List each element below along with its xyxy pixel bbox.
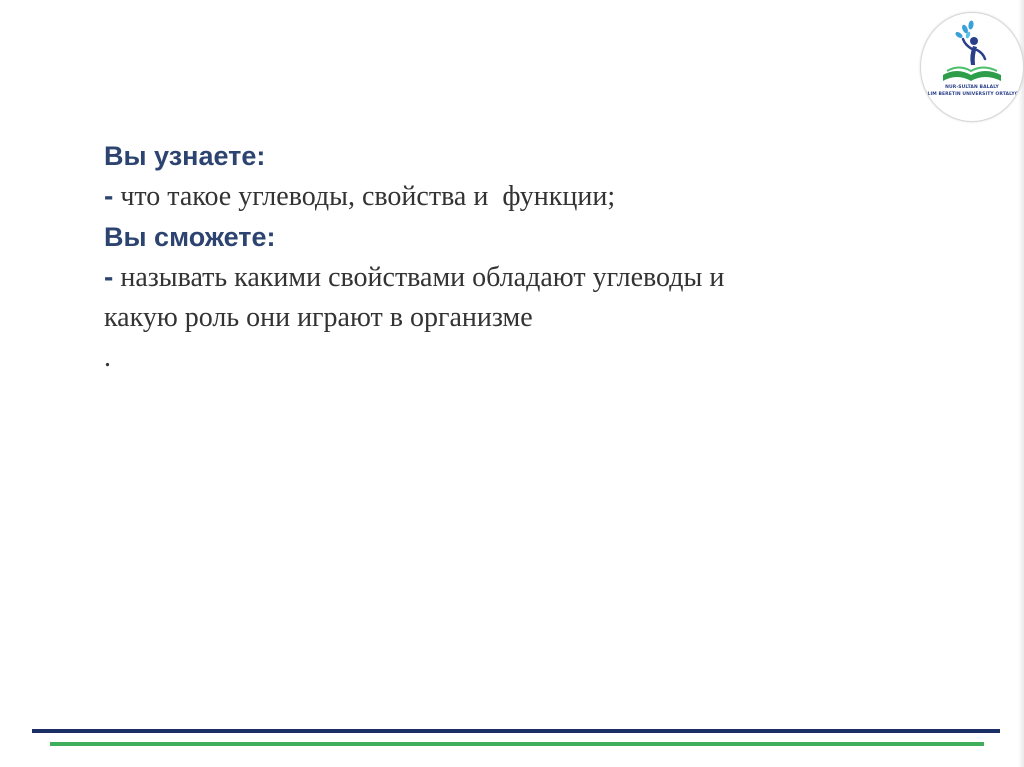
trailing-dot: . [104, 342, 111, 373]
slide-edge-shadow [1018, 0, 1024, 767]
able-item-line1 [104, 257, 904, 298]
able-item-text: называть какими свойствами обладают углеводы и [113, 262, 725, 293]
heading-you-will-learn: Вы узнаете: [104, 141, 266, 171]
organization-logo [920, 12, 1024, 122]
able-item-line2: какую роль они играют в организме [104, 302, 533, 333]
heading-you-will-be-able: Вы сможете: [104, 222, 276, 252]
footer-rule-green [50, 742, 984, 746]
slide-content [104, 136, 904, 378]
learn-item [104, 176, 904, 217]
footer-rule-blue [32, 729, 1000, 733]
bullet-dash: - [104, 261, 114, 292]
bullet-dash: - [104, 180, 114, 211]
logo-text-line1: NUR-SULTAN BALALY [945, 85, 999, 90]
learn-item-text: что такое углеводы, свойства и функции; [113, 181, 616, 212]
logo-text-line2: BILIM BERETIN UNIVERSITY ORTALYGY [922, 92, 1022, 97]
logo-emblem-icon [921, 13, 1023, 121]
